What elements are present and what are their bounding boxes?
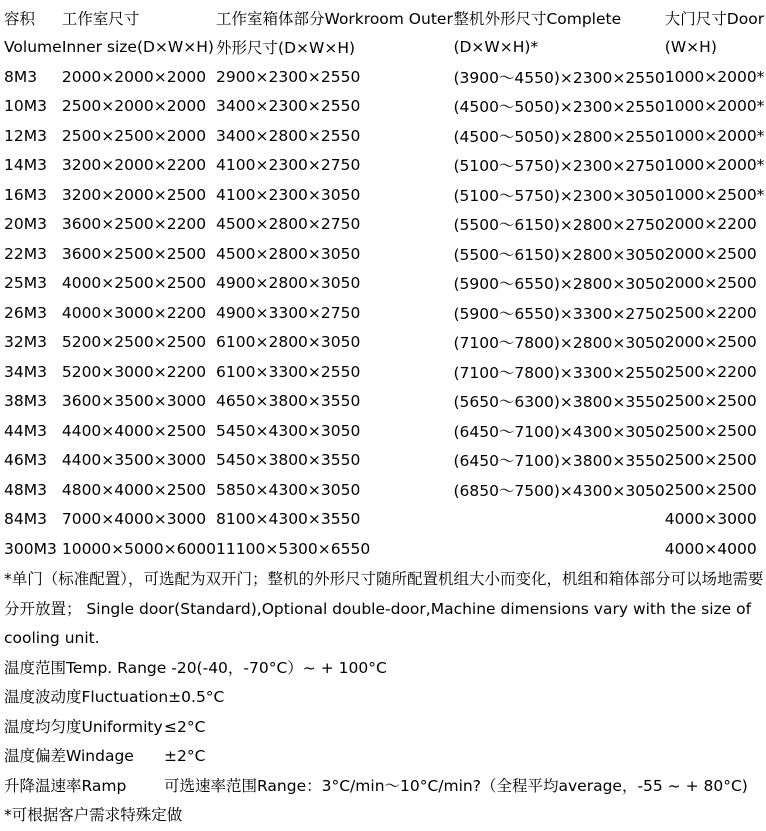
table-cell: 2500×2000×2000 <box>61 97 207 116</box>
header-cell: 工作室尺寸 <box>61 9 140 28</box>
notes-section <box>4 565 764 831</box>
header-cell: 容积 <box>4 9 36 28</box>
table-cell: 3400×2300×2550 <box>216 97 361 116</box>
table-cell: 34M3 <box>4 362 47 381</box>
table-cell: 2500×2200 <box>664 362 757 381</box>
table-cell: (7100～7800)×2800×3050 <box>453 334 665 353</box>
table-cell: (6850～7500)×4300×3050 <box>453 481 665 500</box>
table-cell: 2500×2500 <box>664 451 757 470</box>
spec-value: -20(-40，-70°C）~ + 100°C <box>171 658 387 677</box>
table-row <box>4 357 766 387</box>
spec-value: ≤2°C <box>164 717 206 736</box>
table-cell: 1000×2000* <box>664 67 765 86</box>
table-cell: 38M3 <box>4 392 47 411</box>
header-cell: 大门尺寸Door <box>664 9 765 28</box>
spec-value: ±0.5°C <box>168 688 225 706</box>
table-cell: 7000×4000×3000 <box>61 510 207 529</box>
table-row <box>4 210 766 240</box>
table-row <box>4 62 766 92</box>
table-row <box>4 180 766 210</box>
spec-label: 温度偏差Windage <box>4 747 134 765</box>
table-cell: 300M3 <box>4 539 57 558</box>
table-cell: 3200×2000×2500 <box>61 185 207 204</box>
header-cell: 工作室箱体部分Workroom Outer <box>216 9 453 28</box>
table-cell: 2500×2200 <box>664 303 757 322</box>
table-row <box>4 328 766 358</box>
table-cell: (5100～5750)×2300×3050 <box>453 186 665 205</box>
table-cell: 3600×3500×3000 <box>61 392 207 411</box>
table-cell: 4000×2500×2500 <box>61 274 207 293</box>
table-cell: (5900～6550)×3300×2750 <box>453 304 665 323</box>
table-cell: 5450×3800×3550 <box>216 451 361 470</box>
table-cell: 5200×3000×2200 <box>61 362 207 381</box>
table-cell: 6100×3300×2550 <box>216 362 361 381</box>
table-cell: 10000×5000×6000 <box>61 539 217 558</box>
footer-note: *可根据客户需求特殊定做 <box>4 806 183 824</box>
table-cell <box>453 505 664 535</box>
table-row <box>4 446 766 476</box>
table-cell: (5650～6300)×3800×3550 <box>453 393 665 412</box>
door-note: *单门（标准配置），可选配为双开门；整机的外形尺寸随所配置机组大小而变化，机组和箱体部分可以场地需要分开放置； Single door(Standard),Optional double-door,Machine dimensions vary with the size of cooling unit. <box>4 570 764 647</box>
table-cell: 3600×2500×2200 <box>61 215 207 234</box>
table-cell: 4800×4000×2500 <box>61 480 207 499</box>
table-cell: 4500×2800×2750 <box>216 215 361 234</box>
table-cell: (6450～7100)×4300×3050 <box>453 422 665 441</box>
spec-line <box>4 654 764 684</box>
table-cell: 4000×4000 <box>664 539 757 558</box>
table-cell: (6450～7100)×3800×3550 <box>453 452 665 471</box>
table-cell: 2500×2500 <box>664 421 757 440</box>
table-row <box>4 475 766 505</box>
table-cell: 84M3 <box>4 510 47 529</box>
table-cell: 46M3 <box>4 451 47 470</box>
spec-label: 升降温速率Ramp <box>4 776 127 795</box>
table-cell: 4000×3000×2200 <box>61 303 207 322</box>
table-cell: (4500～5050)×2300×2550 <box>453 98 665 117</box>
table-cell: 14M3 <box>4 156 47 175</box>
table-row <box>4 416 766 446</box>
table-cell: 4900×2800×3050 <box>216 274 361 293</box>
table-cell: 4900×3300×2750 <box>216 303 361 322</box>
header-row <box>4 3 766 33</box>
table-cell: 4100×2300×2750 <box>216 156 361 175</box>
table-row <box>4 151 766 181</box>
table-cell: 2000×2500 <box>664 333 757 352</box>
table-row <box>4 239 766 269</box>
table-cell: 2500×2500 <box>664 480 757 499</box>
spec-label: 温度波动度Fluctuation <box>4 688 169 706</box>
spec-line <box>4 742 764 772</box>
table-cell: 2000×2000×2000 <box>61 67 207 86</box>
table-cell: 4100×2300×3050 <box>216 185 361 204</box>
table-cell: 22M3 <box>4 244 47 263</box>
table-cell: 4000×3000 <box>664 510 757 529</box>
table-cell: 4650×3800×3550 <box>216 392 361 411</box>
table-cell: (4500～5050)×2800×2550 <box>453 127 665 146</box>
table-cell: 16M3 <box>4 185 47 204</box>
table-cell: 12M3 <box>4 126 47 145</box>
spec-value: 可选速率范围Range：3°C/min～10°C/min?（全程平均average，-55 ~ + 80°C) <box>164 776 748 795</box>
spec-label: 温度均匀度Uniformity <box>4 717 163 736</box>
table-cell: 3200×2000×2200 <box>61 156 207 175</box>
table-cell: 2000×2200 <box>664 215 757 234</box>
table-cell: (3900～4550)×2300×2550 <box>453 68 665 87</box>
spec-label: 温度范围Temp. Range <box>4 658 167 677</box>
table-cell: 10M3 <box>4 97 47 116</box>
table-cell: 4500×2800×3050 <box>216 244 361 263</box>
spec-line <box>4 713 764 743</box>
header-cell: Volume <box>4 38 62 57</box>
spec-table <box>4 3 766 564</box>
table-cell: 8100×4300×3550 <box>216 510 361 529</box>
table-cell: 3600×2500×2500 <box>61 244 207 263</box>
table-cell: 2500×2500×2000 <box>61 126 207 145</box>
table-cell: 20M3 <box>4 215 47 234</box>
table-cell: 48M3 <box>4 480 47 499</box>
table-cell: 25M3 <box>4 274 47 293</box>
table-cell: (5500～6150)×2800×3050 <box>453 245 665 264</box>
table-cell: (5500～6150)×2800×2750 <box>453 216 665 235</box>
table-cell: 1000×2000* <box>664 97 765 116</box>
table-cell: 2500×2500 <box>664 392 757 411</box>
table-cell: 26M3 <box>4 303 47 322</box>
table-cell: 5450×4300×3050 <box>216 421 361 440</box>
table-cell: 8M3 <box>4 67 38 86</box>
table-cell: 32M3 <box>4 333 47 352</box>
spec-value: ±2°C <box>164 747 206 765</box>
table-row <box>4 534 766 564</box>
spec-line <box>4 683 764 713</box>
table-row <box>4 121 766 151</box>
table-cell: 5850×4300×3050 <box>216 480 361 499</box>
table-cell: 2000×2500 <box>664 274 757 293</box>
table-cell: 6100×2800×3050 <box>216 333 361 352</box>
table-cell: 5200×2500×2500 <box>61 333 207 352</box>
table-cell: (5100～5750)×2300×2750 <box>453 157 665 176</box>
table-cell: (5900～6550)×2800×3050 <box>453 275 665 294</box>
table-cell <box>453 534 664 564</box>
table-cell: 1000×2000* <box>664 156 765 175</box>
header-cell: 外形尺寸(D×W×H) <box>216 39 356 58</box>
table-cell: 2900×2300×2550 <box>216 67 361 86</box>
header-cell: (W×H) <box>664 38 717 57</box>
table-row <box>4 298 766 328</box>
header-row <box>4 33 766 63</box>
table-cell: 44M3 <box>4 421 47 440</box>
table-cell: 2000×2500 <box>664 244 757 263</box>
table-cell: 11100×5300×6550 <box>216 539 371 558</box>
header-cell: Inner size(D×W×H) <box>61 38 214 57</box>
table-row <box>4 92 766 122</box>
table-body <box>4 62 766 564</box>
table-row <box>4 505 766 535</box>
table-cell: 4400×3500×3000 <box>61 451 207 470</box>
table-row <box>4 269 766 299</box>
header-cell: 整机外形尺寸Complete <box>453 9 622 28</box>
table-cell: 4400×4000×2500 <box>61 421 207 440</box>
table-cell: (7100～7800)×3300×2550 <box>453 363 665 382</box>
header-cell: (D×W×H)* <box>453 38 539 57</box>
table-cell: 1000×2500* <box>664 185 765 204</box>
table-cell: 1000×2000* <box>664 126 765 145</box>
table-row <box>4 387 766 417</box>
spec-line <box>4 772 764 802</box>
table-cell: 3400×2800×2550 <box>216 126 361 145</box>
